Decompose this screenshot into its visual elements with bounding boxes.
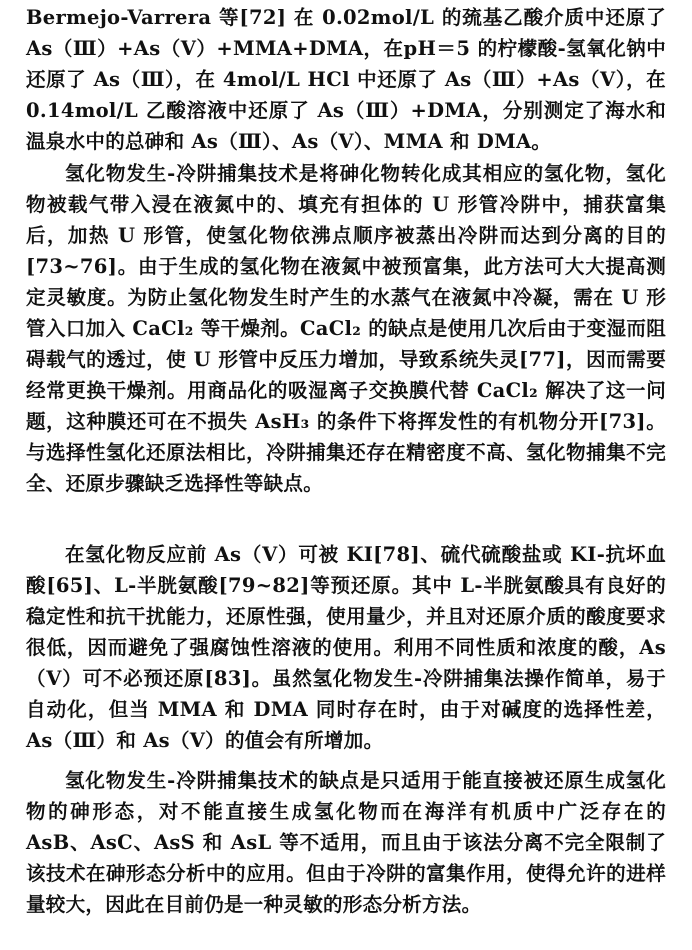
paragraph-4: 氢化物发生-冷阱捕集技术的缺点是只适用于能直接被还原生成氢化物的砷形态，对不能直接生成氢化物而在海洋有机质中广泛存在的 AsB、AsC、AsS 和 AsL 等不适用，而且由于该法分离不完全限制了该技术在砷形态分析中的应用。但由于冷阱的富集作用，使得允许的进样量较大，因此在目前仍是一种灵敏的形态分析方法。 (26, 769, 666, 916)
paragraph-2: 氢化物发生-冷阱捕集技术是将砷化物转化成其相应的氢化物，氢化物被载气带入浸在液氮中的、填充有担体的 U 形管冷阱中，捕获富集后，加热 U 形管，使氢化物依沸点顺序被蒸出冷阱而达到分离的目的[73~76]。由于生成的氢化物在液氮中被预富集，此方法可大大提高测定灵敏度。为防止氢化物发生时产生的水蒸气在液氮中冷凝，需在 U 形管入口加入 CaCl₂ 等干燥剂。CaCl₂ 的缺点是使用几次后由于变湿而阻碍载气的透过，使 U 形管中反压力增加，导致系统失灵[77]，因而需要经常更换干燥剂。用商品化的吸湿离子交换膜代替 CaCl₂ 解决了这一问题，这种膜还可在不损失 AsH₃ 的条件下将挥发性的有机物分开[73]。与选择性氢化还原法相比，冷阱捕集还存在精密度不高、氢化物捕集不完全、还原步骤缺乏选择性等缺点。 (26, 162, 666, 495)
paragraph-3: 在氢化物反应前 As（Ⅴ）可被 KI[78]、硫代硫酸盐或 KI-抗坏血酸[65]、L-半胱氨酸[79~82]等预还原。其中 L-半胱氨酸具有良好的稳定性和抗干扰能力，还原性强，使用量少，并且对还原介质的酸度要求很低，因而避免了强腐蚀性溶液的使用。利用不同性质和浓度的酸，As（Ⅴ）可不必预还原[83]。虽然氢化物发生-冷阱捕集法操作简单，易于自动化，但当 MMA 和 DMA 同时存在时，由于对碱度的选择性差，As（Ⅲ）和 As（Ⅴ）的值会有所增加。 (26, 543, 666, 752)
paragraph-1: Bermejo-Varrera 等[72] 在 0.02mol/L 的巯基乙酸介质中还原了 As（Ⅲ）+As（Ⅴ）+MMA+DMA，在pH＝5 的柠檬酸-氢氧化钠中还原了 As（Ⅲ），在 4mol/L HCl 中还原了 As（Ⅲ）+As（Ⅴ），在 0.14mol/L 乙酸溶液中还原了 As（Ⅲ）+DMA，分别测定了海水和温泉水中的总砷和 As（Ⅲ）、As（Ⅴ）、MMA 和 DMA。 (26, 6, 666, 153)
